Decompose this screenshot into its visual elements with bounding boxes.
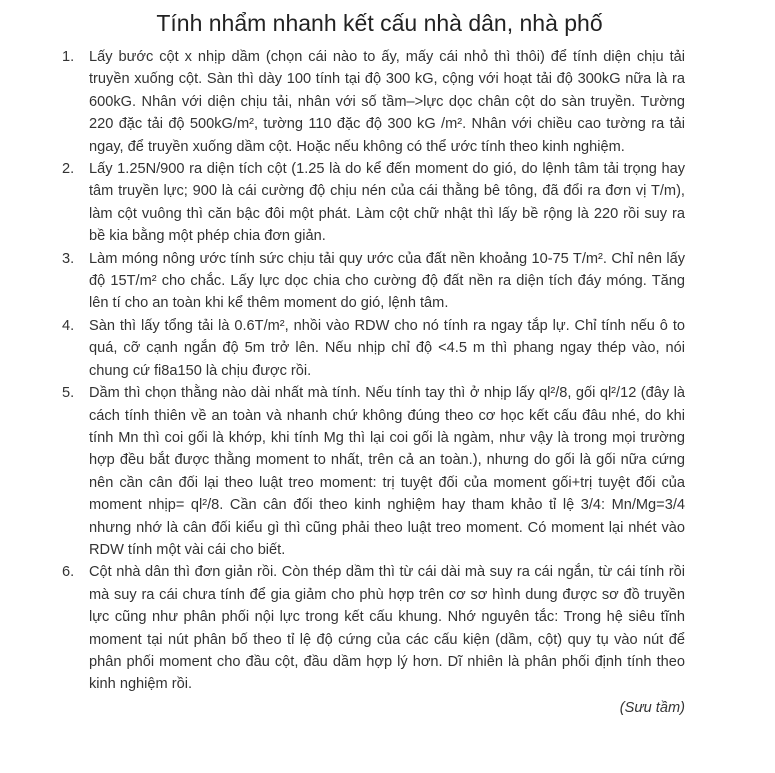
list-item-4 [62,315,685,382]
page-title: Tính nhẩm nhanh kết cấu nhà dân, nhà phố [156,10,603,36]
list-item-3 [62,248,685,315]
item-number: 5. [62,385,75,402]
item-number: 2. [62,161,75,178]
list-item-5 [62,382,685,561]
item-text: Dầm thì chọn thằng nào dài nhất mà tính. Nếu tính tay thì ở nhịp lấy ql²/8, gối ql²/12 (đây là cách tính thiên về an toàn và nhanh chứ không đúng theo cơ học kết cấu đâu nhé, do khi tính Mn thì coi gối là khớp, khi tính Mg thì lại coi gối là ngàm, như vậy là trong mọi trường hợp đều bắt được thằng moment to nhất, trên cả an toàn.), nhưng do gối là gối nữa cứng nên cần cân đối lại theo luật treo moment: trị tuyệt đối của moment gối+trị tuyệt đối của moment nhịp= ql²/8. Cần cân đối theo kinh nghiệm hay tham khảo tỉ lệ 3/4: Mn/Mg=3/4 nhưng nhớ là cân đối kiểu gì thì cũng phải theo luật treo moment. Có moment lại nhét vào RDW tính một vài cái cho biết. [89,385,685,558]
tips-list [62,46,685,696]
item-text: Lấy 1.25N/900 ra diện tích cột (1.25 là do kể đến moment do gió, do lệnh tâm tải trọng hay tâm truyền lực; 900 là cái cường độ chịu nén của cái thằng bê tông, đã đổi ra đơn vị T/m), làm cột vuông thì căn bậc đôi một phát. Làm cột chữ nhật thì lấy bề rộng là 220 rồi suy ra bề kia bằng một phép chia đơn giản. [89,161,685,245]
item-text: Lấy bước cột x nhịp dầm (chọn cái nào to ấy, mấy cái nhỏ thì thôi) để tính diện chịu tải truyền xuống cột. Sàn thì dày 100 tính tại độ 300 kG, cộng với hoạt tải độ 300kG nữa là ra 600kG. Nhân với diện chịu tải, nhân với số tầm–>lực dọc chân cột do sàn truyền. Tường 220 đặc tải độ 500kG/m², tường 110 đặc độ 300 kG /m². Nhân với chiều cao tường ra tải ngay, để truyền xuống dầm cột. Hoặc nếu không có thể ước tính theo kinh nghiệm. [89,49,685,155]
item-text: Cột nhà dân thì đơn giản rồi. Còn thép dầm thì từ cái dài mà suy ra cái ngắn, từ cái tính rồi mà suy ra cái chưa tính để gia giảm cho phù hợp trên cơ sơ hình dung được sơ đồ truyền lực cũng như phân phối nội lực trong kết cấu khung. Nhớ nguyên tắc: Trong hệ siêu tĩnh moment tại nút phân bố theo tỉ lệ độ cứng của các cấu kiện (dầm, cột) quy tụ vào nút để phân phối moment cho đầu cột, đầu dầm hợp lý hơn. Dĩ nhiên là phân phối định tính theo kinh nghiệm rồi. [89,564,685,693]
item-number: 1. [62,49,75,65]
list-item-1 [62,46,685,158]
item-text: Làm móng nông ước tính sức chịu tải quy ước của đất nền khoảng 10-75 T/m². Chỉ nên lấy độ 15T/m² cho chắc. Lấy lực dọc chia cho cường độ đất nền ra diện tích đáy móng. Tăng lên tí cho an toàn khi kể thêm moment do gió, lệnh tâm. [89,250,685,312]
item-number: 6. [62,564,75,581]
list-item-6 [62,561,685,695]
source-credit: (Sưu tầm) [619,699,685,716]
item-text: Sàn thì lấy tổng tải là 0.6T/m², nhồi vào RDW cho nó tính ra ngay tắp lự. Chỉ tính nếu ô to quá, cỡ cạnh ngắn độ 5m trở lên. Nếu nhịp chỉ độ <4.5 m thì phang ngay thép vào, nói chung cứ fi8a150 là chịu được rồi. [89,317,685,379]
item-number: 4. [62,317,75,334]
list-item-2 [62,158,685,248]
item-number: 3. [62,250,75,267]
